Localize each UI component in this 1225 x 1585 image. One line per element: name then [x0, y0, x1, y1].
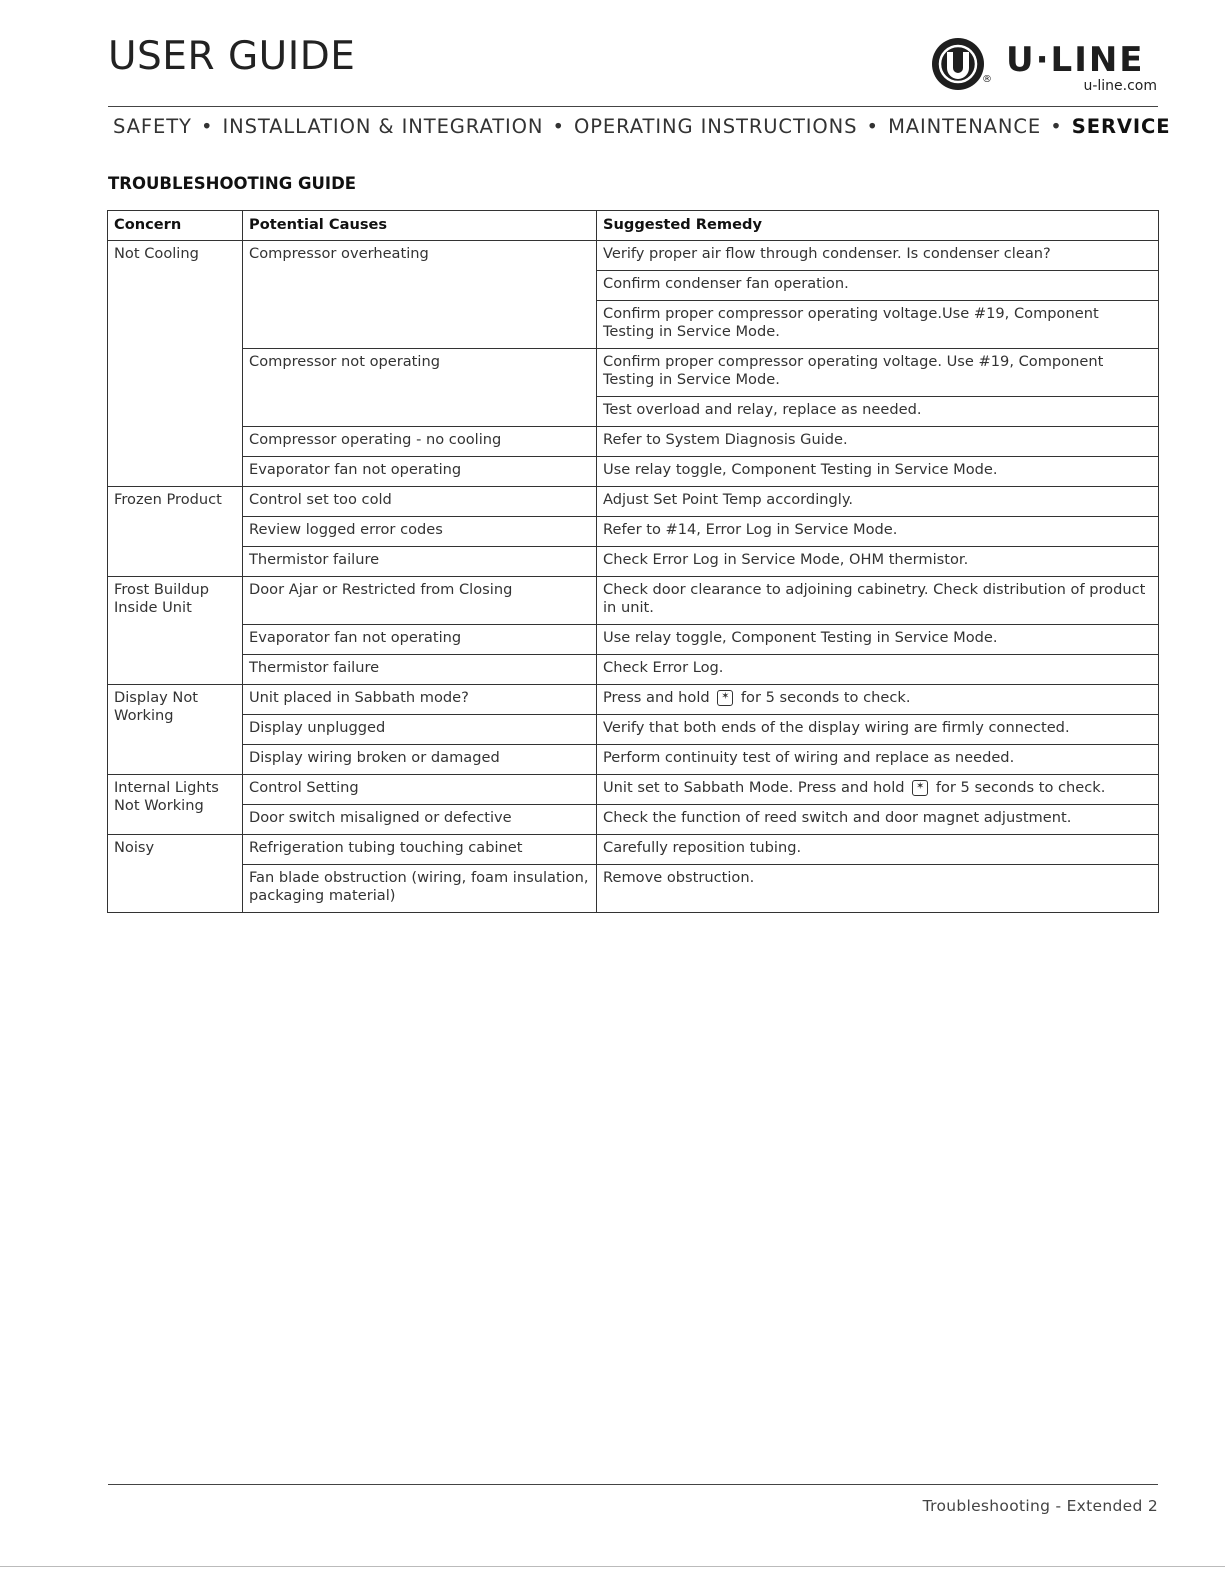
brand-logo: [930, 36, 1165, 98]
remedy-cell: Refer to System Diagnosis Guide.: [597, 427, 1159, 457]
remedy-text: for 5 seconds to check.: [736, 689, 911, 706]
table-row: [108, 775, 1159, 805]
page-title: USER GUIDE: [108, 34, 356, 79]
brand-url: u-line.com: [1083, 78, 1157, 94]
header-suggested-remedy: Suggested Remedy: [597, 211, 1159, 241]
cause-cell: Thermistor failure: [243, 547, 597, 577]
cause-cell: Thermistor failure: [243, 655, 597, 685]
nav-item-installation: INSTALLATION & INTEGRATION: [222, 115, 544, 138]
page-footer: Troubleshooting - Extended 2: [922, 1497, 1158, 1515]
nav-separator: •: [1050, 115, 1063, 138]
remedy-cell: Confirm proper compressor operating voltage. Use #19, Component Testing in Service Mode.: [597, 349, 1159, 397]
cause-cell: Control Setting: [243, 775, 597, 805]
remedy-cell: Check Error Log.: [597, 655, 1159, 685]
table-row: [108, 517, 1159, 547]
table-header-row: [108, 211, 1159, 241]
nav-item-maintenance: MAINTENANCE: [888, 115, 1042, 138]
table-row: [108, 577, 1159, 625]
cause-cell: Door Ajar or Restricted from Closing: [243, 577, 597, 625]
header-divider: [108, 106, 1158, 107]
table-row: [108, 547, 1159, 577]
troubleshooting-table: [107, 210, 1159, 913]
remedy-cell: [597, 685, 1159, 715]
cause-cell: Unit placed in Sabbath mode?: [243, 685, 597, 715]
cause-cell: Evaporator fan not operating: [243, 625, 597, 655]
remedy-cell: Check the function of reed switch and door magnet adjustment.: [597, 805, 1159, 835]
nav-separator: •: [200, 115, 214, 138]
light-button-icon: [912, 780, 928, 796]
header-concern: Concern: [108, 211, 243, 241]
cause-cell: Compressor overheating: [243, 241, 597, 349]
brand-wordmark: U·LINE: [1006, 40, 1145, 80]
remedy-cell: Refer to #14, Error Log in Service Mode.: [597, 517, 1159, 547]
nav-item-operating: OPERATING INSTRUCTIONS: [574, 115, 858, 138]
remedy-cell: Check Error Log in Service Mode, OHM thermistor.: [597, 547, 1159, 577]
concern-cell: Internal Lights Not Working: [108, 775, 243, 835]
nav-separator: •: [866, 115, 879, 138]
remedy-cell: Use relay toggle, Component Testing in Service Mode.: [597, 625, 1159, 655]
concern-cell: Frozen Product: [108, 487, 243, 577]
table-row: [108, 487, 1159, 517]
cause-cell: Display unplugged: [243, 715, 597, 745]
section-navigation: [113, 115, 1170, 138]
footer-divider: [108, 1484, 1158, 1485]
cause-cell: Control set too cold: [243, 487, 597, 517]
registered-mark: ®: [982, 74, 992, 85]
header-potential-causes: Potential Causes: [243, 211, 597, 241]
cause-cell: Evaporator fan not operating: [243, 457, 597, 487]
cause-cell: Compressor not operating: [243, 349, 597, 427]
cause-cell: Review logged error codes: [243, 517, 597, 547]
nav-separator: •: [552, 115, 565, 138]
remedy-text: Press and hold: [603, 689, 715, 706]
cause-cell: Door switch misaligned or defective: [243, 805, 597, 835]
concern-cell: Noisy: [108, 835, 243, 913]
light-button-icon: [717, 690, 733, 706]
concern-cell: Not Cooling: [108, 241, 243, 487]
nav-item-safety: SAFETY: [113, 115, 192, 138]
table-row: [108, 427, 1159, 457]
table-row: [108, 457, 1159, 487]
remedy-cell: Remove obstruction.: [597, 865, 1159, 913]
remedy-cell: Check door clearance to adjoining cabinetry. Check distribution of product in unit.: [597, 577, 1159, 625]
remedy-cell: Perform continuity test of wiring and replace as needed.: [597, 745, 1159, 775]
concern-cell: Frost Buildup Inside Unit: [108, 577, 243, 685]
table-row: [108, 349, 1159, 397]
cause-cell: Compressor operating - no cooling: [243, 427, 597, 457]
remedy-cell: Confirm condenser fan operation.: [597, 271, 1159, 301]
u-line-logo-mark-icon: [930, 36, 986, 92]
remedy-text: Unit set to Sabbath Mode. Press and hold: [603, 779, 910, 796]
remedy-text: for 5 seconds to check.: [931, 779, 1106, 796]
table-row: [108, 655, 1159, 685]
cause-cell: Fan blade obstruction (wiring, foam insulation, packaging material): [243, 865, 597, 913]
cause-cell: Refrigeration tubing touching cabinet: [243, 835, 597, 865]
concern-cell: Display Not Working: [108, 685, 243, 775]
table-row: [108, 625, 1159, 655]
remedy-cell: [597, 775, 1159, 805]
remedy-cell: Confirm proper compressor operating voltage.Use #19, Component Testing in Service Mode.: [597, 301, 1159, 349]
remedy-cell: Carefully reposition tubing.: [597, 835, 1159, 865]
remedy-cell: Verify that both ends of the display wiring are firmly connected.: [597, 715, 1159, 745]
nav-item-service: SERVICE: [1071, 115, 1171, 138]
table-row: [108, 745, 1159, 775]
remedy-cell: Test overload and relay, replace as needed.: [597, 397, 1159, 427]
remedy-cell: Adjust Set Point Temp accordingly.: [597, 487, 1159, 517]
table-row: [108, 241, 1159, 271]
table-row: [108, 805, 1159, 835]
table-row: [108, 835, 1159, 865]
table-row: [108, 865, 1159, 913]
page-edge-divider: [0, 1566, 1225, 1567]
cause-cell: Display wiring broken or damaged: [243, 745, 597, 775]
remedy-cell: Verify proper air flow through condenser. Is condenser clean?: [597, 241, 1159, 271]
remedy-cell: Use relay toggle, Component Testing in Service Mode.: [597, 457, 1159, 487]
section-title: TROUBLESHOOTING GUIDE: [108, 174, 357, 193]
table-row: [108, 685, 1159, 715]
table-row: [108, 715, 1159, 745]
